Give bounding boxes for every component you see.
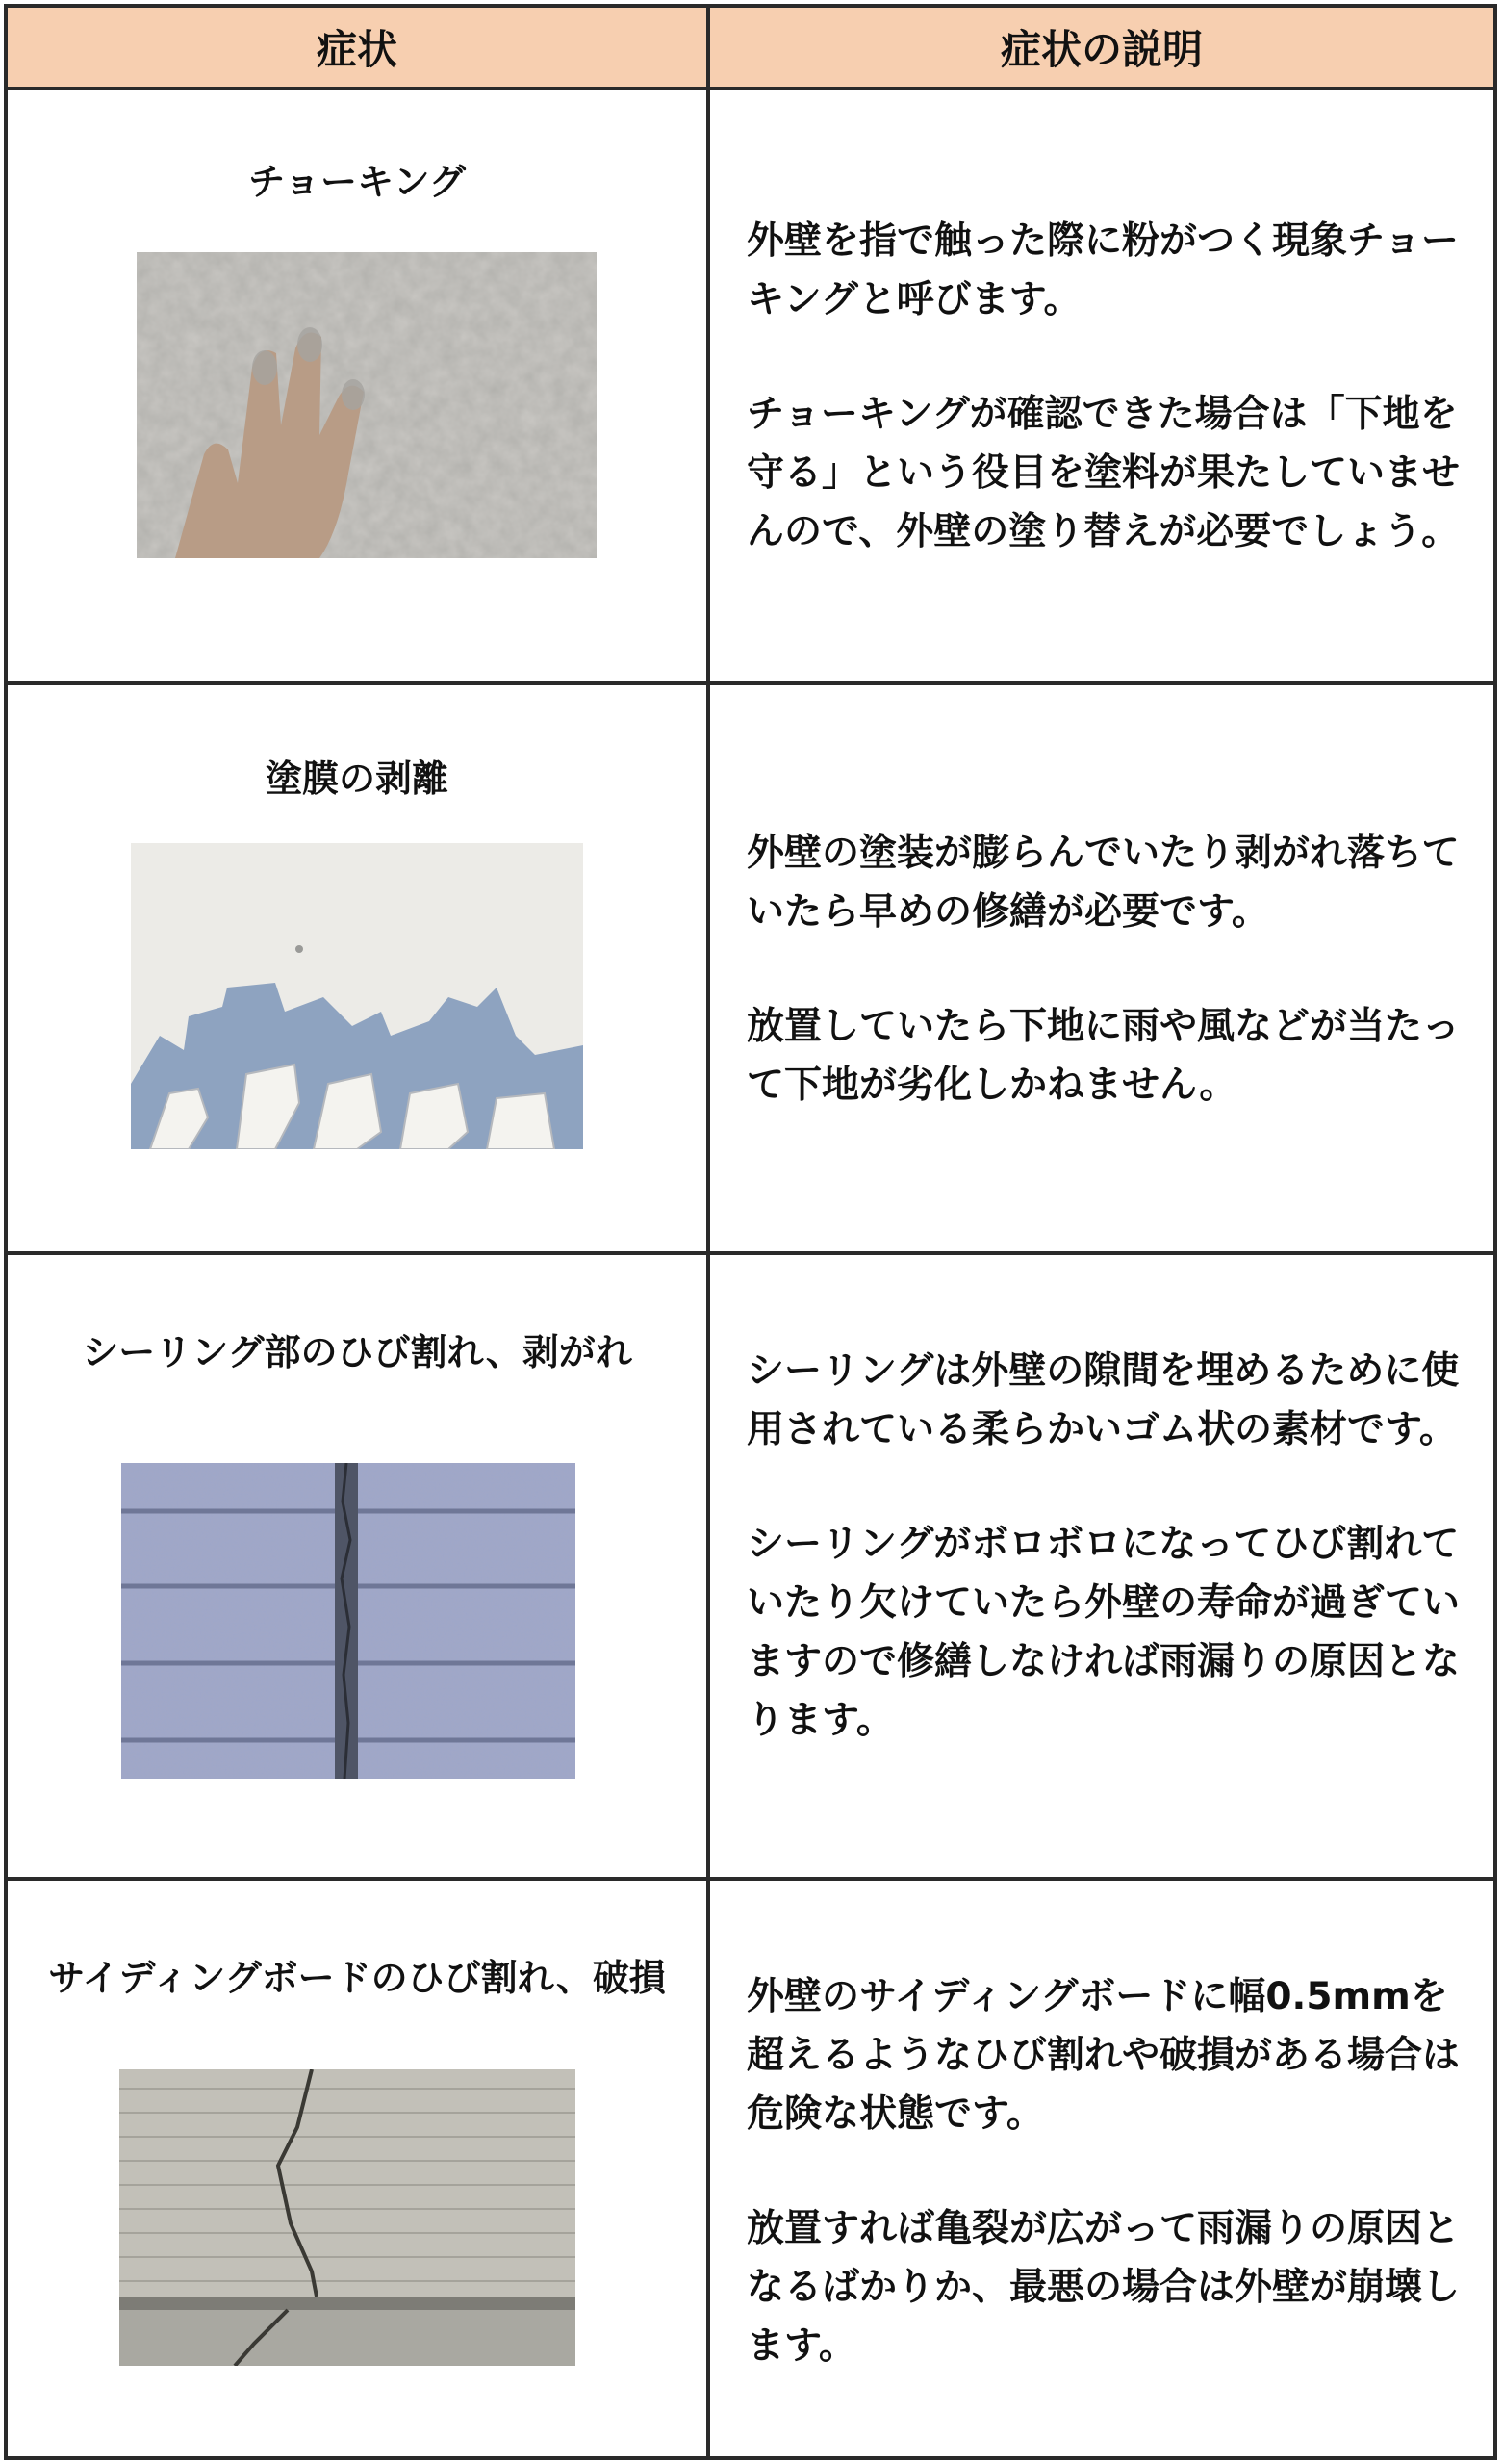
description-paragraph: シーリングは外壁の隙間を埋めるために使用されている柔らかいゴム状の素材です。 (747, 1349, 1460, 1451)
symptom-title: 塗膜の剥離 (265, 757, 448, 800)
symptom-title: サイディングボードのひび割れ、破損 (48, 1957, 666, 1999)
symptom-description (747, 1967, 1478, 2375)
symptom-description (747, 212, 1478, 561)
description-paragraph: チョーキングが確認できた場合は「下地を守る」という役目を塗料が果たしていませんので、外壁の塗り替えが必要でしょう。 (747, 393, 1461, 553)
symptom-title: チョーキング (248, 161, 466, 203)
symptom-table (4, 4, 1497, 2460)
row-divider (8, 87, 1493, 90)
description-paragraph: 外壁の塗装が膨らんでいたり剥がれ落ちていたら早めの修繕が必要です。 (747, 832, 1460, 934)
symptom-description (747, 824, 1478, 1115)
header-symptom: 症状 (316, 26, 397, 73)
column-divider (706, 8, 710, 2456)
description-paragraph: 外壁のサイディングボードに幅0.5mmを超えるようなひび割れや破損がある場合は危険な状態です。 (747, 1975, 1461, 2136)
chalking-photo (137, 252, 597, 558)
description-paragraph: 放置すれば亀裂が広がって雨漏りの原因となるばかりか、最悪の場合は外壁が崩壊します。 (747, 2207, 1461, 2368)
description-paragraph: シーリングがボロボロになってひび割れていたり欠けていたら外壁の寿命が過ぎていますので修繕しなければ雨漏りの原因となります。 (747, 1523, 1461, 1742)
table-header (8, 8, 1493, 87)
symptom-description (747, 1342, 1478, 1750)
description-paragraph: 外壁を指で触った際に粉がつく現象チョーキングと呼びます。 (747, 219, 1459, 321)
row-divider (8, 1251, 1493, 1255)
header-description: 症状の説明 (1000, 26, 1203, 73)
peeling-paint-photo (131, 843, 583, 1149)
symptom-title: シーリング部のひび割れ、剥がれ (82, 1331, 632, 1373)
description-paragraph: 放置していたら下地に雨や風などが当たって下地が劣化しかねません。 (747, 1005, 1461, 1107)
siding-crack-photo (119, 2069, 575, 2366)
row-divider (8, 681, 1493, 685)
sealing-crack-photo (121, 1463, 575, 1779)
row-divider (8, 1877, 1493, 1881)
